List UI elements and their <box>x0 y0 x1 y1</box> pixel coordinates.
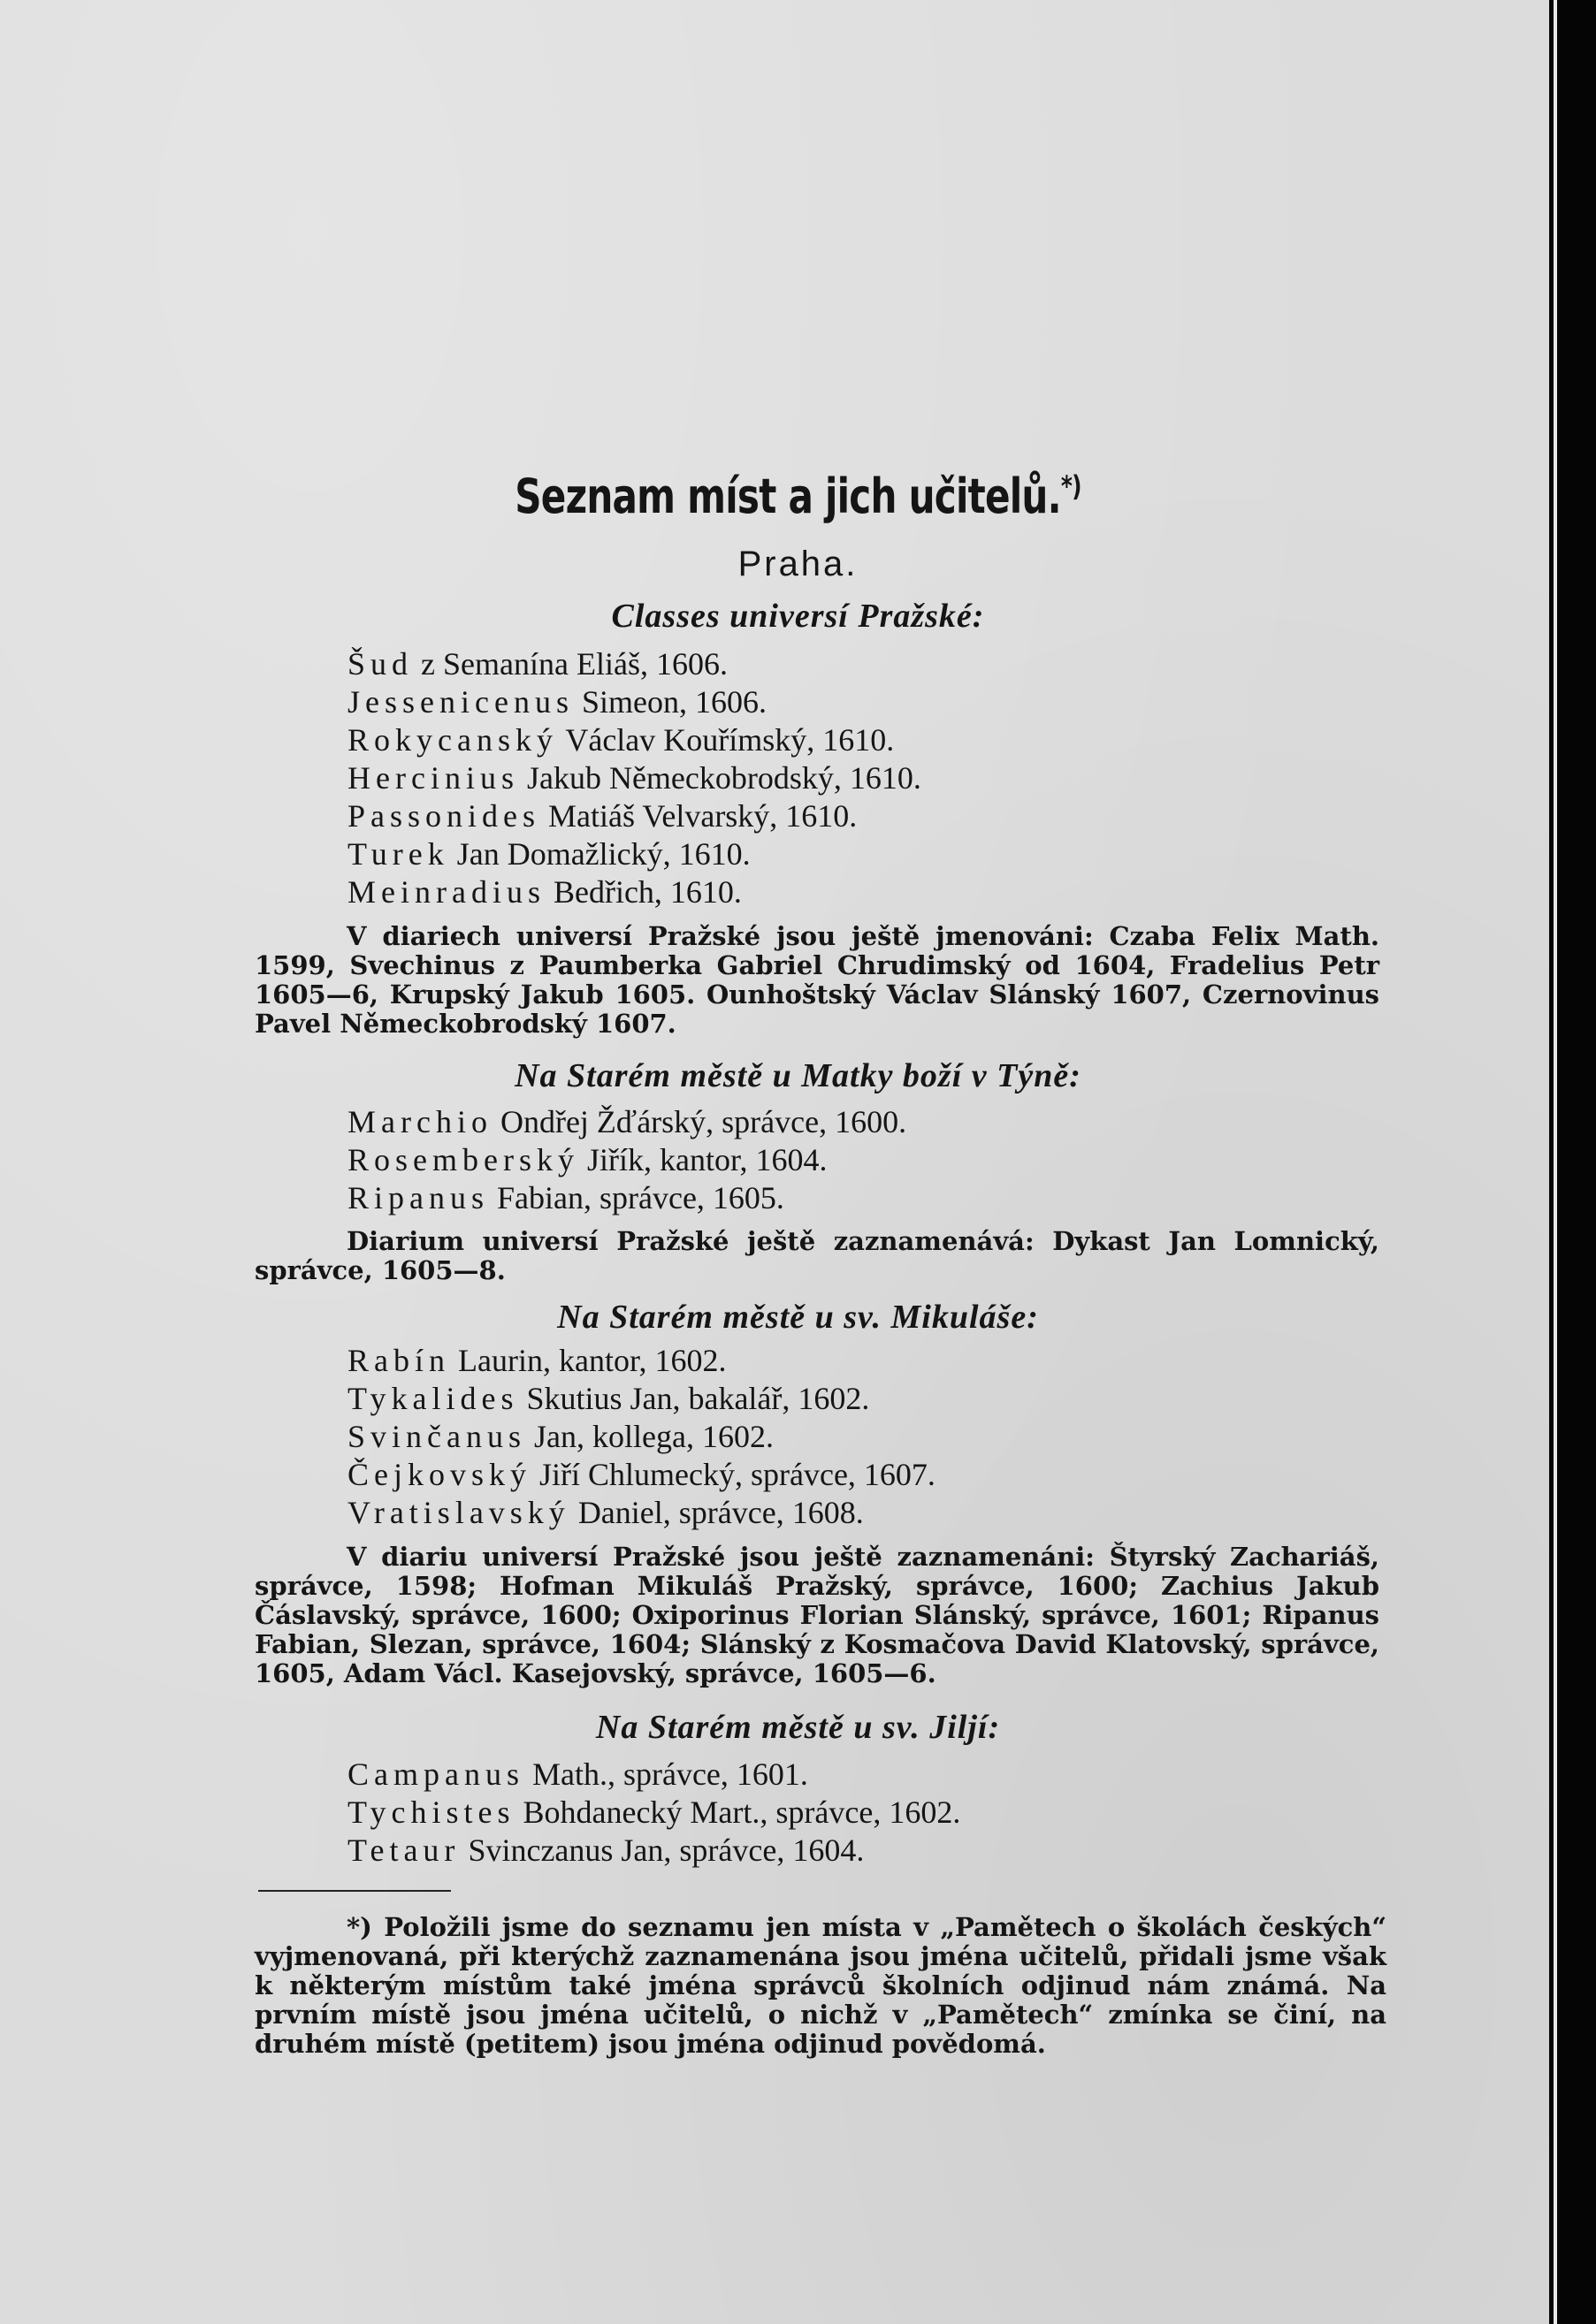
entry <box>347 1103 906 1140</box>
entry <box>347 873 742 911</box>
entry-name: Tykalides <box>347 1381 519 1416</box>
entry-name: Svinčanus <box>347 1419 526 1454</box>
entry <box>347 1418 774 1455</box>
section-heading-classes: Classes universí Pražské: <box>611 598 985 635</box>
entry-detail: Jan Domažlický, 1610. <box>456 836 751 872</box>
entry-detail: Svinczanus Jan, správce, 1604. <box>468 1833 865 1868</box>
entry-name: Marchio <box>347 1104 493 1139</box>
entry-name: Meinradius <box>347 874 546 910</box>
entry <box>347 835 751 872</box>
entry-name: Turek <box>347 836 449 872</box>
entry <box>347 645 728 682</box>
entry <box>347 683 767 720</box>
footnote-mark: *) <box>1060 469 1081 503</box>
entry-name: Čejkovský <box>347 1457 532 1492</box>
entry-detail: Bedřich, 1610. <box>553 874 742 910</box>
entry-detail: Jiřík, kantor, 1604. <box>586 1142 828 1177</box>
entry <box>347 1494 864 1531</box>
title-text: Seznam míst a jich učitelů. <box>515 469 1061 524</box>
entry <box>347 721 894 758</box>
entry-detail: Math., správce, 1601. <box>531 1756 808 1792</box>
entry-detail: z Semanína Eliáš, 1606. <box>421 646 728 682</box>
entry <box>347 1756 808 1793</box>
entry-name: Tychistes <box>347 1794 515 1830</box>
footnote-text: *) Položili jsme do seznamu jen místa v „Pamětech o školách českých“ vyjmenovaná, při kterýchž zaznamenána jsou jména učitelů, přidali jsme však k některým místům také jména správců školních odjinud nám známá. Na prvním místě jsou jména učitelů, o nichž v „Pamětech“ zmínka se činí, na druhém místě (petitem) jsou jména odjinud povědomá. <box>255 1912 1386 2059</box>
entry-name: Passonides <box>347 798 541 834</box>
entry-name: Vratislavský <box>347 1495 570 1530</box>
entry-name: Šud <box>347 646 414 682</box>
entry-name: Ripanus <box>347 1180 490 1215</box>
entry-detail: Daniel, správce, 1608. <box>577 1495 864 1530</box>
entry-name: Rabín <box>347 1343 450 1378</box>
entry <box>347 797 857 834</box>
note-text: V diariu universí Pražské jsou ještě zaznamenáni: Štyrský Zachariáš, správce, 1598; Hofman Mikuláš Pražský, správce, 1600; Zachius Jakub Čáslavský, správce, 1600; Oxiporinus Florian Slánský, správce, 1601; Ripanus Fabian, Slezan, správce, 1604; Slánský z Kosmačova David Klatovský, správce, 1605, Adam Václ. Kasejovský, správce, 1605—6. <box>255 1542 1379 1688</box>
entry-detail: Václav Kouřímský, 1610. <box>565 722 895 758</box>
entry-name: Rosemberský <box>347 1142 579 1177</box>
entry-detail: Jakub Německobrodský, 1610. <box>526 760 921 796</box>
entry-detail: Jan, kollega, 1602. <box>534 1419 774 1454</box>
section-heading-tyn: Na Starém městě u Matky boží v Týně: <box>515 1057 1081 1094</box>
entry <box>347 1380 869 1417</box>
entry-detail: Skutius Jan, bakalář, 1602. <box>526 1381 870 1416</box>
entry-detail: Bohdanecký Mart., správce, 1602. <box>523 1794 961 1830</box>
section-note <box>255 922 1379 1039</box>
page-title <box>176 469 1421 524</box>
section-note <box>255 1543 1379 1688</box>
footnote-divider <box>258 1890 451 1892</box>
entry <box>347 1832 864 1869</box>
footnote <box>255 1913 1386 2059</box>
section-note <box>255 1227 1379 1285</box>
entry <box>347 759 921 796</box>
entry <box>347 1179 784 1216</box>
city-heading: Praha. <box>737 545 859 583</box>
note-text: V diariech universí Pražské jsou ještě jmenováni: Czaba Felix Math. 1599, Svechinus z Paumberka Gabriel Chrudimský od 1604, Fradelius Petr 1605—6, Krupský Jakub 1605. Ounhoštský Václav Slánský 1607, Czernovinus Pavel Německobrodský 1607. <box>255 921 1379 1039</box>
entry-detail: Matiáš Velvarský, 1610. <box>548 798 858 834</box>
scan-edge-line <box>1554 0 1557 2324</box>
entry-detail: Ondřej Žďárský, správce, 1600. <box>500 1104 907 1139</box>
entry-name: Rokycanský <box>347 722 558 758</box>
entry-detail: Jiří Chlumecký, správce, 1607. <box>539 1457 935 1492</box>
entry <box>347 1342 727 1379</box>
entry <box>347 1141 828 1178</box>
entry-detail: Simeon, 1606. <box>581 684 767 720</box>
section-heading-mikulase: Na Starém městě u sv. Mikuláše: <box>557 1299 1039 1336</box>
entry-name: Jessenicenus <box>347 684 574 720</box>
entry-name: Hercinius <box>347 760 519 796</box>
section-heading-jilji: Na Starém městě u sv. Jiljí: <box>595 1709 1001 1746</box>
entry <box>347 1794 960 1831</box>
entry <box>347 1456 935 1493</box>
entry-name: Tetaur <box>347 1833 461 1868</box>
entry-detail: Laurin, kantor, 1602. <box>458 1343 727 1378</box>
note-text: Diarium universí Pražské ještě zaznamenává: Dykast Jan Lomnický, správce, 1605—8. <box>255 1226 1379 1285</box>
entry-name: Campanus <box>347 1756 524 1792</box>
entry-detail: Fabian, správce, 1605. <box>497 1180 784 1215</box>
